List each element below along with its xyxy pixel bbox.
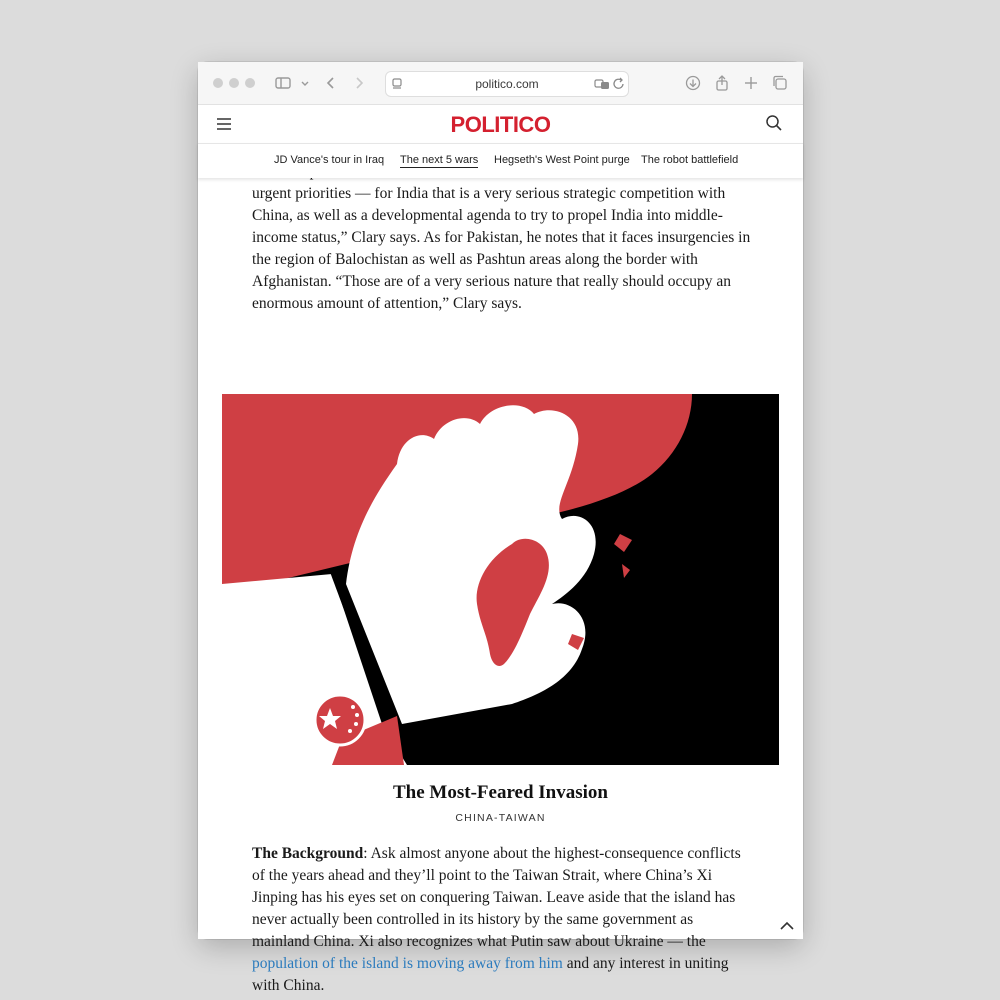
hero-illustration [222,394,779,765]
section-kicker: CHINA-TAIWAN [455,812,546,824]
background-paragraph [252,843,752,997]
browser-toolbar [198,62,803,105]
chevron-down-icon[interactable] [295,73,307,93]
section-title: The Most-Feared Invasion [393,782,608,803]
sidebar-icon[interactable] [273,73,293,93]
article-paragraph: urgent priorities — for India that is a very serious strategic competition with China, as well as a developmental agenda to try to propel India into middle-income status,” Clary says. As for Pakistan, he notes that it faces insurgencies in the region of Balochistan as well as Pashtun areas along the border with Afghanistan. “Those are of a very serious nature that really should occupy an enormous amount of attention,” Clary says. [252,185,751,312]
background-tail: and any interest in uniting with China. [252,955,729,994]
reload-icon[interactable] [609,74,625,94]
url-text: politico.com [475,77,539,91]
search-icon[interactable] [764,113,784,133]
politico-logo[interactable]: POLITICO [450,112,551,137]
back-icon[interactable] [321,73,341,93]
nav-link-robot-battlefield[interactable]: The robot battlefield [641,154,739,166]
close-window-button[interactable] [213,78,223,88]
minimize-window-button[interactable] [229,78,239,88]
new-tab-icon[interactable] [741,73,761,93]
inline-link-population[interactable]: population of the island is moving away from him [252,955,563,972]
background-text: : Ask almost anyone about the highest-consequence conflicts of the years ahead and they’ll point to the Taiwan Strait, where China’s Xi Jinping has his eyes set on conquering Taiwan. Leave aside that the island has never actually been controlled in its history by the same government as mainland China. Xi also recognizes what Putin saw about Ukraine — the [252,845,741,950]
site-header [198,105,803,143]
article-content [198,177,803,994]
forward-icon[interactable] [349,73,369,93]
translate-icon[interactable] [592,74,608,94]
nav-link-hegseth-west-point[interactable]: Hegseth's West Point purge [494,154,630,166]
download-icon[interactable] [683,73,703,93]
topic-nav [198,143,803,178]
share-icon[interactable] [712,73,732,93]
nav-link-vance-iraq[interactable]: JD Vance's tour in Iraq [274,154,385,166]
zoom-window-button[interactable] [245,78,255,88]
background-label: The Background [252,845,364,862]
scroll-to-top-icon[interactable] [779,919,795,933]
nav-link-next-5-wars[interactable]: The next 5 wars [400,154,479,166]
tab-overview-icon[interactable] [770,73,790,93]
browser-window [198,62,803,994]
address-bar[interactable] [385,71,629,97]
